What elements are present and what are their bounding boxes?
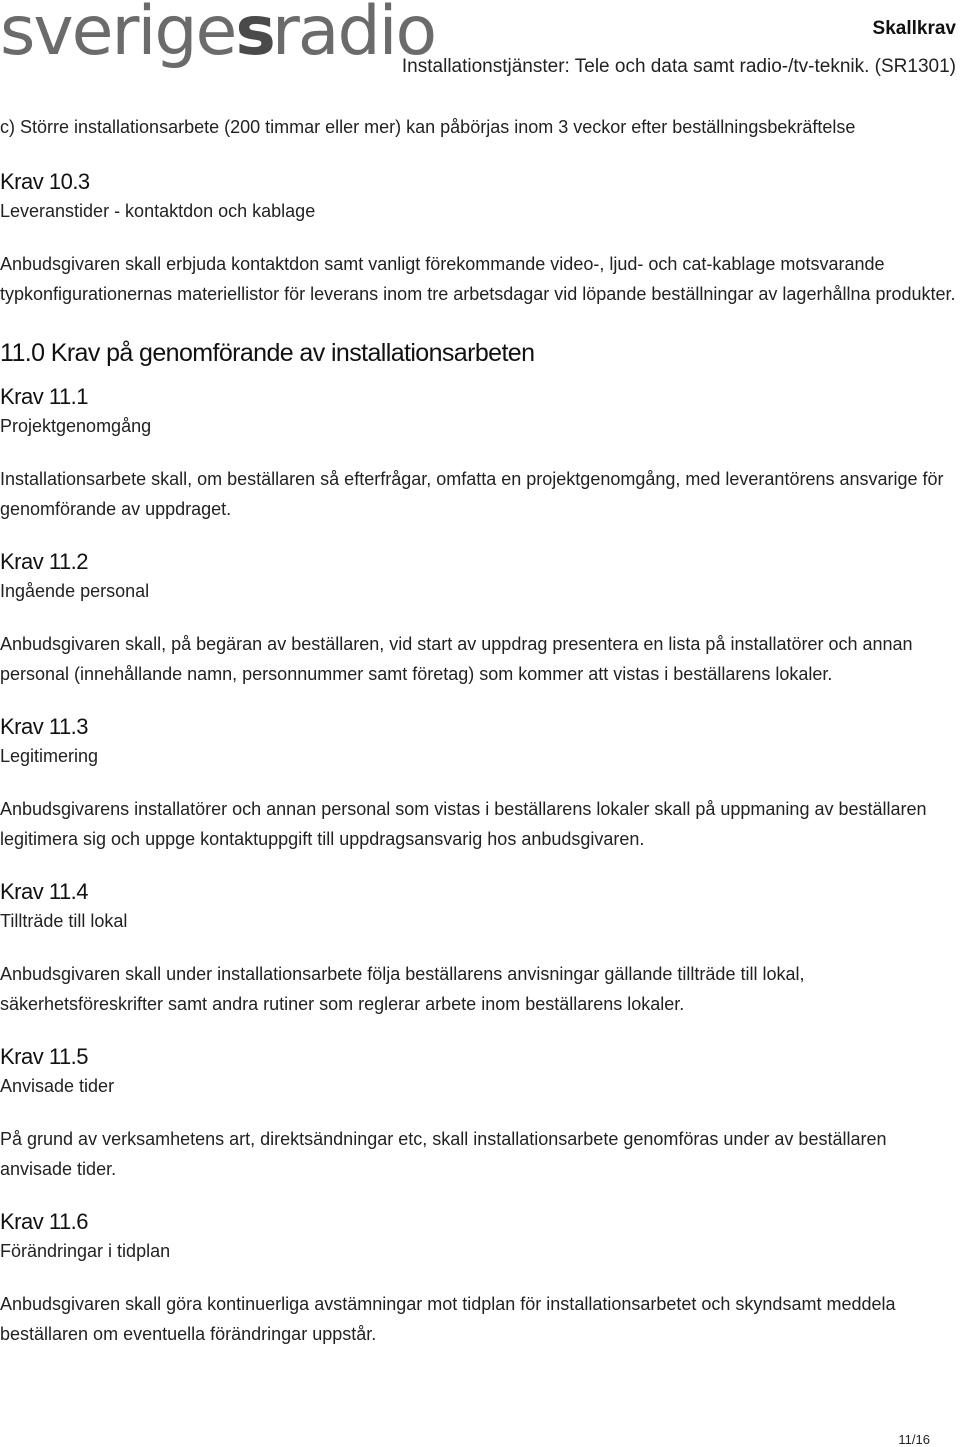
requirement-title: Förändringar i tidplan (0, 1241, 171, 1261)
requirement-id: Krav 11.5 (0, 1044, 89, 1069)
requirement-title: Tillträde till lokal (0, 911, 128, 931)
requirement-id: Krav 11.1 (0, 384, 89, 409)
document-type-title: Skallkrav (872, 18, 956, 39)
section-heading: 11.0 Krav på genomförande av installationsarbeten (0, 339, 535, 367)
requirement-11-4 (0, 878, 956, 1019)
logo-text-right: radio (271, 0, 436, 71)
page-number: 11/16 (898, 1432, 930, 1447)
requirement-text: Anbudsgivarens installatörer och annan personal som vistas i beställarens lokaler skall på uppmaning av beställaren legitimera sig och uppge kontaktuppgift till uppdragsansvarig hos anbudsgivaren. (0, 799, 927, 849)
logo-text-left: sverige (0, 0, 236, 71)
logo-wordmark (0, 0, 436, 71)
requirement-text: Anbudsgivaren skall erbjuda kontaktdon samt vanligt förekommande video-, ljud- och cat-kablage motsvarande typkonfigurationernas materiellistor för leverans inom tre arbetsdagar vid löpande beställningar av lagerhållna produkter. (0, 254, 956, 304)
requirement-text: På grund av verksamhetens art, direktsändningar etc, skall installationsarbete genomföras under av beställaren anvisade tider. (0, 1129, 887, 1179)
requirement-text: Anbudsgivaren skall, på begäran av beställaren, vid start av uppdrag presentera en lista på installatörer och annan personal (innehållande namn, personnummer samt företag) som kommer att vistas i beställarens lokaler. (0, 634, 913, 684)
requirement-title: Legitimering (0, 746, 99, 766)
requirement-title: Leveranstider - kontaktdon och kablage (0, 201, 316, 221)
intro-paragraph: c) Större installationsarbete (200 timmar eller mer) kan påbörjas inom 3 veckor efter beställningsbekräftelse (0, 117, 856, 137)
requirement-id: Krav 11.3 (0, 714, 89, 739)
requirement-11-5 (0, 1043, 956, 1184)
requirement-id: Krav 11.4 (0, 879, 89, 904)
requirement-text: Anbudsgivaren skall göra kontinuerliga avstämningar mot tidplan för installationsarbetet och skyndsamt meddela beställaren om eventuella förändringar uppstår. (0, 1294, 896, 1344)
page-header (0, 0, 960, 80)
requirement-id: Krav 11.2 (0, 549, 89, 574)
requirement-title: Anvisade tider (0, 1076, 115, 1096)
requirement-10-3 (0, 168, 956, 309)
requirement-11-2 (0, 548, 956, 689)
requirement-title: Ingående personal (0, 581, 150, 601)
document-body (0, 112, 956, 1373)
requirement-text: Anbudsgivaren skall under installationsarbete följa beställarens anvisningar gällande tillträde till lokal, säkerhetsföreskrifter samt andra rutiner som reglerar arbete inom beställarens lokaler. (0, 964, 805, 1014)
requirement-11-1 (0, 383, 956, 524)
logo-text-mid: s (235, 0, 272, 71)
requirement-11-6 (0, 1208, 956, 1349)
document-subtitle: Installationstjänster: Tele och data samt radio-/tv-teknik. (SR1301) (401, 56, 956, 77)
requirement-11-3 (0, 713, 956, 854)
sveriges-radio-logo (0, 0, 436, 71)
requirement-id: Krav 10.3 (0, 169, 90, 194)
requirement-id: Krav 11.6 (0, 1209, 89, 1234)
requirement-text: Installationsarbete skall, om beställaren så efterfrågar, omfatta en projektgenomgång, med leverantörens ansvarige för genomförande av uppdraget. (0, 469, 944, 519)
requirement-title: Projektgenomgång (0, 416, 152, 436)
